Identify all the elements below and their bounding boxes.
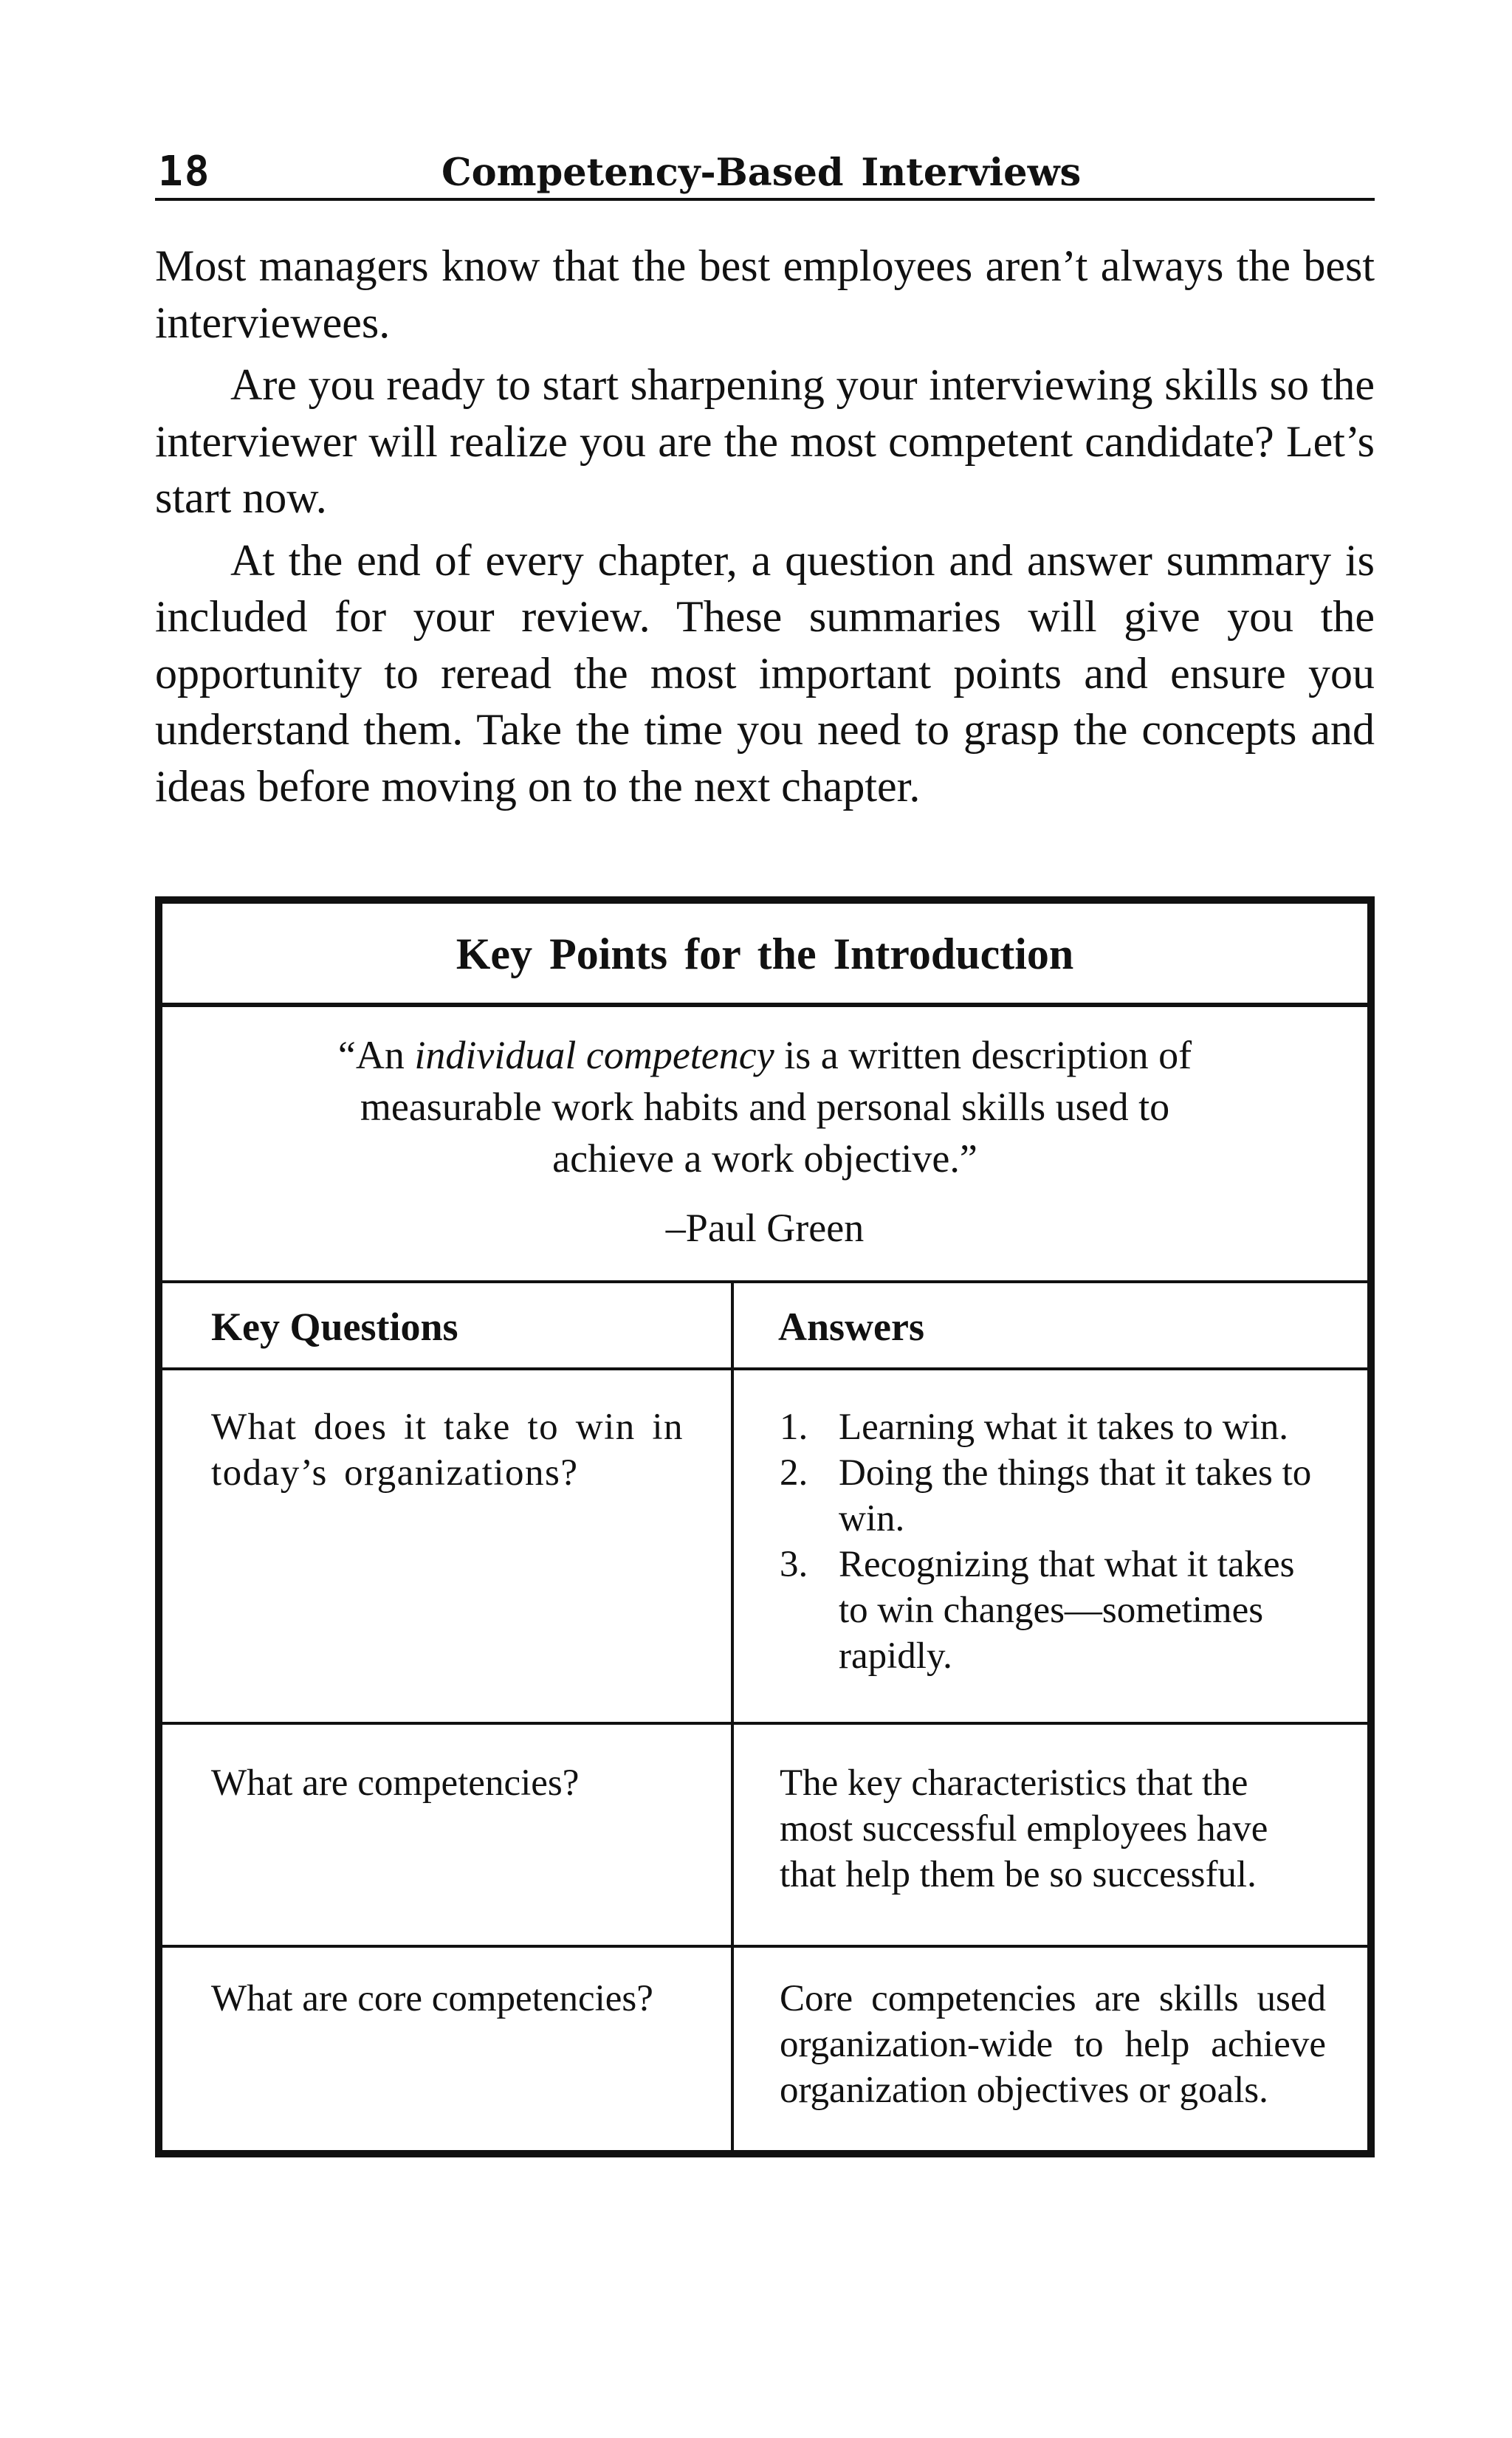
row-divider-1 <box>162 1722 1367 1725</box>
question-1: What does it take to win in today’s organizations? <box>211 1407 684 1494</box>
header-row-divider <box>162 1367 1367 1370</box>
list-text: Doing the things that it takes to win. <box>839 1452 1312 1539</box>
answer-1-item <box>780 1542 1326 1679</box>
answer-1-list <box>780 1404 1326 1679</box>
quote-text <box>162 1029 1367 1184</box>
quote-block <box>162 1007 1367 1283</box>
question-2: What are competencies? <box>211 1762 580 1804</box>
row-divider-2 <box>162 1945 1367 1948</box>
column-header-questions: Key Questions <box>211 1305 458 1349</box>
quote-author: –Paul Green <box>665 1206 865 1250</box>
paragraph-3: At the end of every chapter, a question and answer summary is included for your review. These summaries will give you the opportunity to reread the most important points and ensure you understand them. Take the time you need to grasp the concepts and ideas before moving on to the next chapter. <box>155 535 1375 811</box>
quote-rest: is a written description of measurable work habits and personal skills used to achieve a work objective.” <box>360 1033 1192 1181</box>
body-text <box>155 238 1375 820</box>
list-number: 2. <box>780 1452 808 1494</box>
running-header <box>155 142 1375 201</box>
answer-1-item <box>780 1450 1326 1542</box>
list-number: 1. <box>780 1407 808 1448</box>
answer-2: The key characteristics that the most successful employees have that help them be so successful. <box>780 1762 1268 1895</box>
question-3: What are core competencies? <box>211 1978 653 2019</box>
answer-3: Core competencies are skills used organization-wide to help achieve organization objectives or goals. <box>780 1978 1326 2111</box>
key-points-title: Key Points for the Introduction <box>162 904 1367 1007</box>
quote-open: “An <box>337 1033 415 1077</box>
column-header-answers: Answers <box>778 1305 924 1349</box>
answer-1-item <box>780 1404 1326 1450</box>
running-title: Competency-Based Interviews <box>441 151 1082 195</box>
list-text: Learning what it takes to win. <box>839 1407 1289 1448</box>
column-divider <box>731 1283 734 2150</box>
key-points-table <box>155 896 1375 2157</box>
list-text: Recognizing that what it takes to win changes—sometimes rapidly. <box>839 1544 1295 1677</box>
paragraph-1: Most managers know that the best employees aren’t always the best interviewees. <box>155 241 1375 347</box>
page-number: 18 <box>158 148 211 196</box>
list-number: 3. <box>780 1544 808 1585</box>
answer-1 <box>780 1404 1326 1679</box>
quote-emphasis: individual competency <box>414 1033 774 1077</box>
paragraph-2: Are you ready to start sharpening your interviewing skills so the interviewer will realize you are the most competent candidate? Let’s start now. <box>155 360 1375 522</box>
